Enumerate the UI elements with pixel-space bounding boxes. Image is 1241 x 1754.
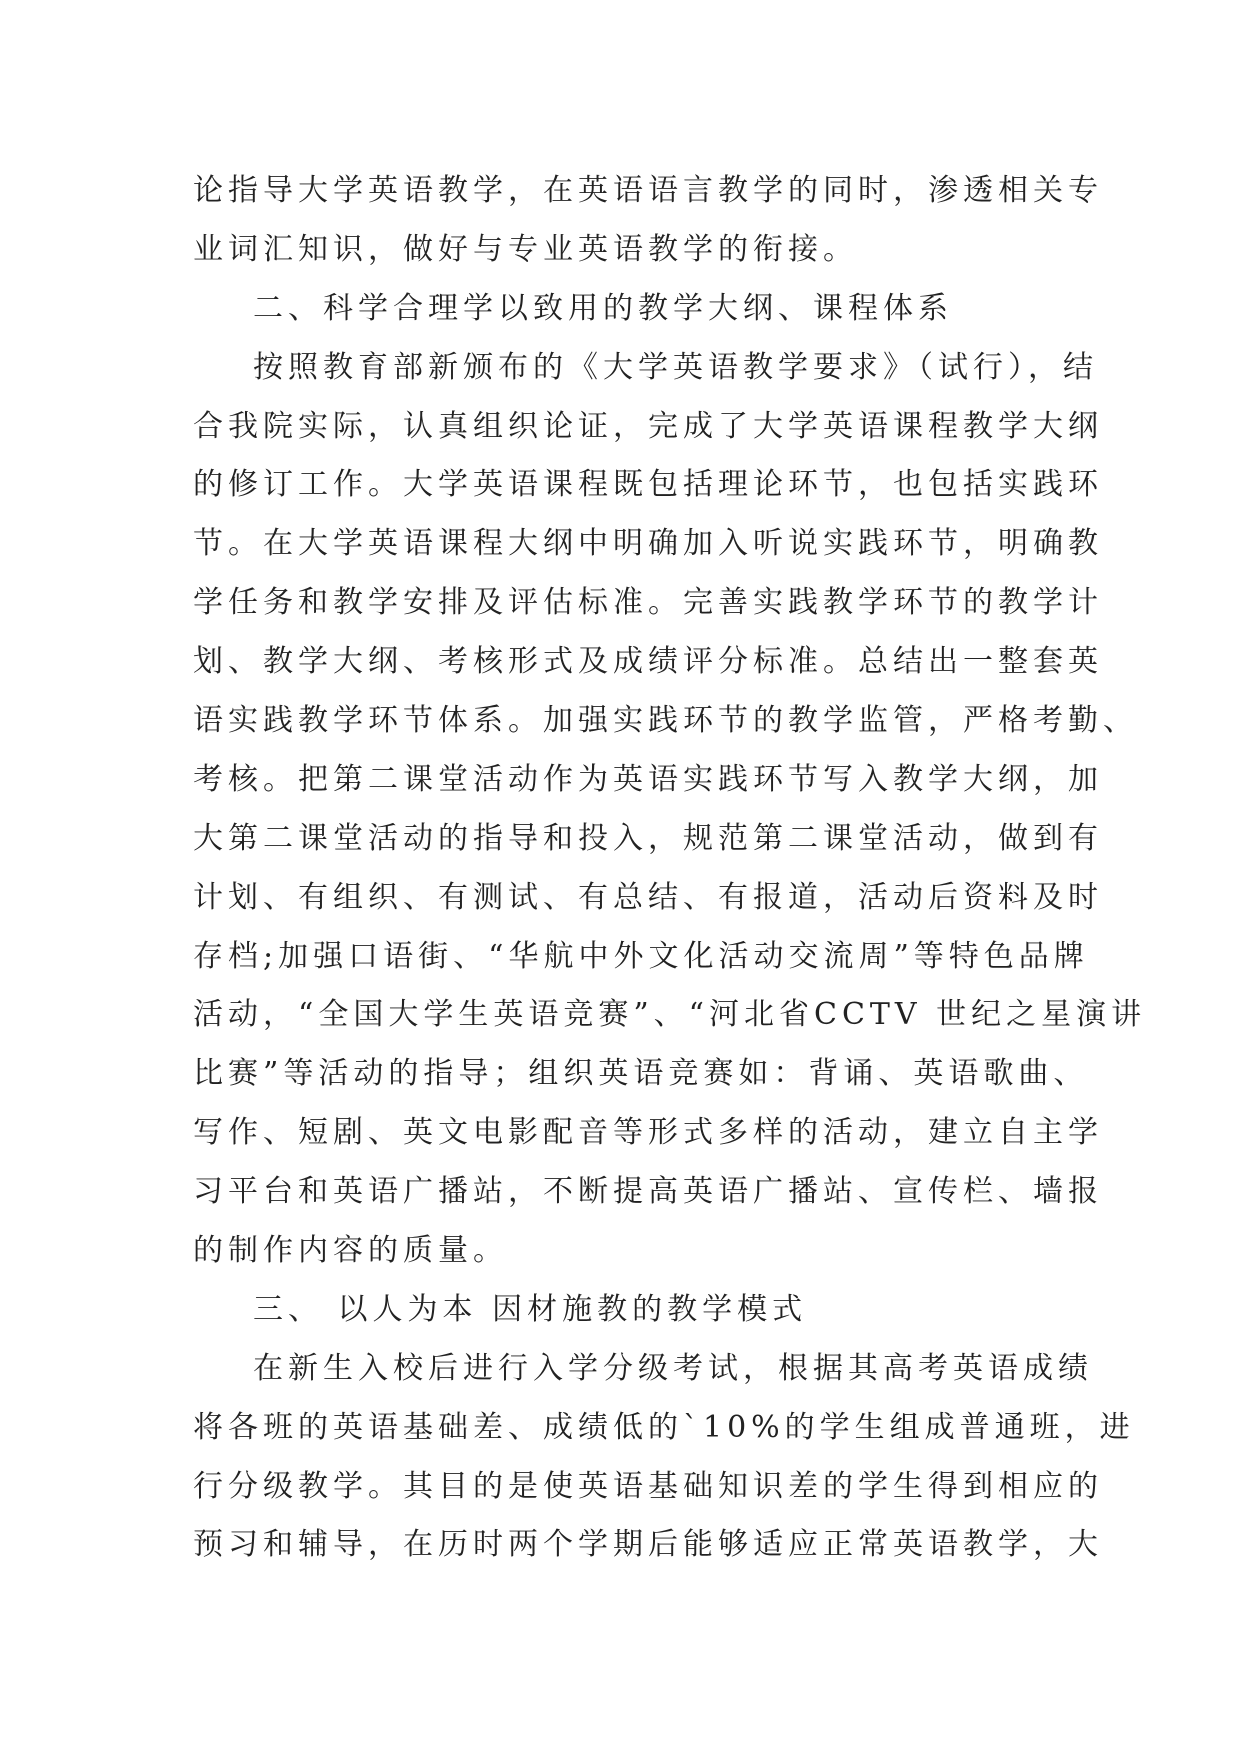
text-line: 的修订工作。大学英语课程既包括理论环节，也包括实践环 xyxy=(193,467,1103,503)
text-line: 大第二课堂活动的指导和投入，规范第二课堂活动，做到有 xyxy=(193,820,1103,856)
text-line: 预习和辅导，在历时两个学期后能够适应正常英语教学，大 xyxy=(193,1527,1103,1563)
text-line: 论指导大学英语教学，在英语语言教学的同时，渗透相关专 xyxy=(193,173,1103,208)
text-line: 合我院实际，认真组织论证，完成了大学英语课程教学大纲 xyxy=(193,408,1103,444)
text-line: 行分级教学。其目的是使英语基础知识差的学生得到相应的 xyxy=(193,1468,1103,1504)
text-line: 存档;加强口语街、“华航中外文化活动交流周”等特色品牌 xyxy=(193,938,1089,974)
text-line: 语实践教学环节体系。加强实践环节的教学监管，严格考勤、 xyxy=(193,703,1138,739)
text-line: 在新生入校后进行入学分级考试，根据其高考英语成绩 xyxy=(253,1350,1093,1386)
section-heading-3: 三、 以人为本 因材施教的教学模式 xyxy=(253,1291,808,1327)
section-heading-2: 二、科学合理学以致用的教学大纲、课程体系 xyxy=(253,290,953,326)
text-line: 学任务和教学安排及评估标准。完善实践教学环节的教学计 xyxy=(193,585,1103,621)
text-line: 业词汇知识，做好与专业英语教学的衔接。 xyxy=(193,231,858,267)
text-line: 的制作内容的质量。 xyxy=(193,1233,508,1269)
text-line: 写作、短剧、英文电影配音等形式多样的活动，建立自主学 xyxy=(193,1115,1103,1151)
text-line: 考核。把第二课堂活动作为英语实践环节写入教学大纲，加 xyxy=(193,761,1103,797)
text-line: 将各班的英语基础差、成绩低的`10%的学生组成普通班，进 xyxy=(193,1409,1135,1445)
text-line: 按照教育部新颁布的《大学英语教学要求》（试行），结 xyxy=(253,349,1098,385)
text-line: 活动，“全国大学生英语竞赛”、“河北省CCTV 世纪之星演讲 xyxy=(193,997,1147,1033)
body-text xyxy=(193,162,1147,1575)
text-line: 计划、有组织、有测试、有总结、有报道，活动后资料及时 xyxy=(193,879,1103,915)
text-line: 习平台和英语广播站，不断提高英语广播站、宣传栏、墙报 xyxy=(193,1174,1103,1210)
text-line: 比赛”等活动的指导；组织英语竞赛如：背诵、英语歌曲、 xyxy=(193,1056,1089,1092)
text-line: 划、教学大纲、考核形式及成绩评分标准。总结出一整套英 xyxy=(193,644,1103,680)
text-line: 节。在大学英语课程大纲中明确加入听说实践环节，明确教 xyxy=(193,526,1103,562)
